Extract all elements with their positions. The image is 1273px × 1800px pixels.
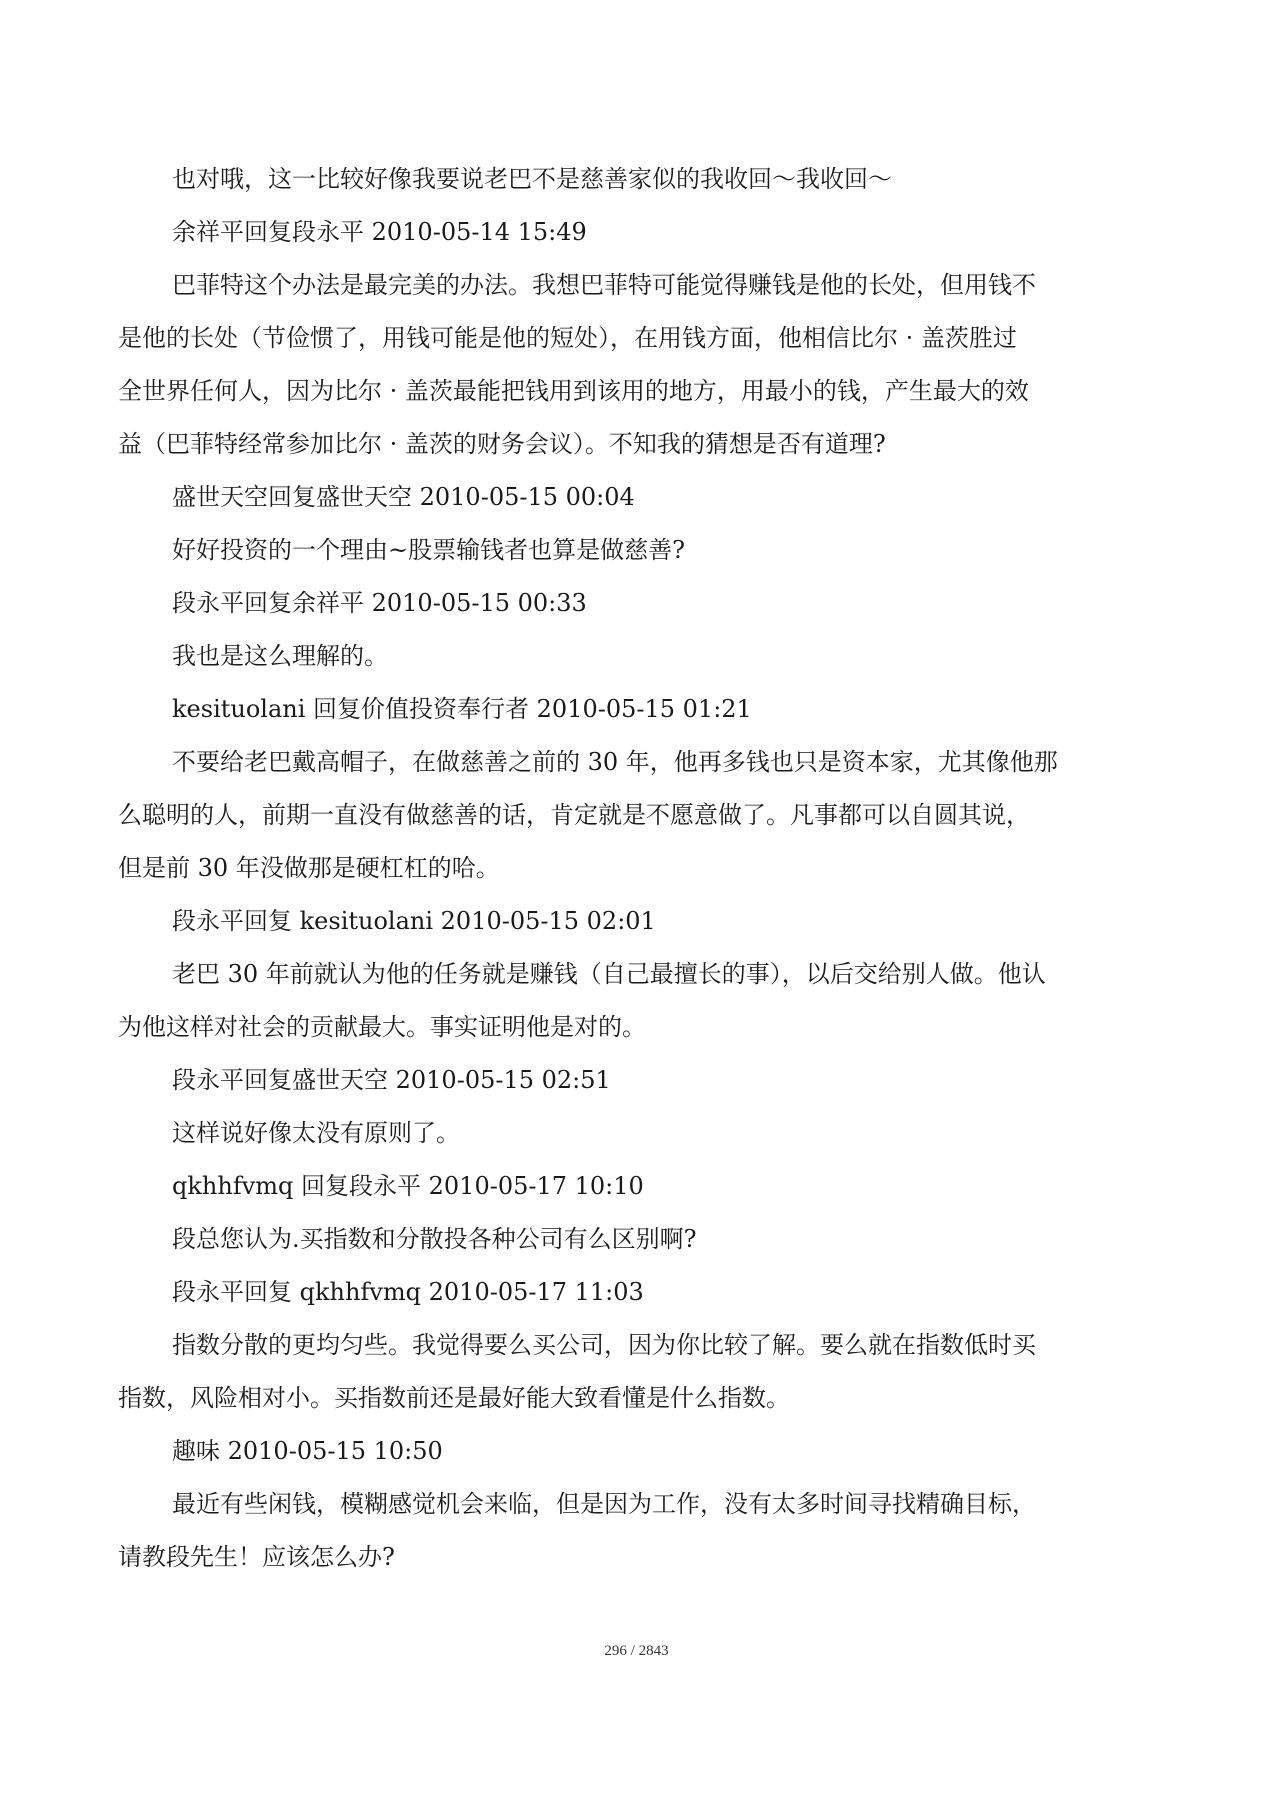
comment-paragraph: 我也是这么理解的。: [172, 642, 388, 670]
comment-paragraph: [118, 1488, 1158, 1573]
comment-paragraph: [118, 1329, 1158, 1414]
reply-header: 段永平回复余祥平 2010-05-15 00:33: [172, 589, 587, 617]
comment-paragraph: [118, 269, 1158, 460]
paragraph-line: 指数，风险相对小。买指数前还是最好能大致看懂是什么指数。: [118, 1384, 790, 1412]
paragraph-line: 益（巴菲特经常参加比尔 · 盖茨的财务会议）。不知我的猜想是否有道理?: [118, 430, 886, 458]
reply-header: 余祥平回复段永平 2010-05-14 15:49: [172, 218, 587, 246]
reply-header: 段永平回复 kesituolani 2010-05-15 02:01: [172, 907, 656, 935]
paragraph-line: 指数分散的更均匀些。我觉得要么买公司，因为你比较了解。要么就在指数低时买: [172, 1331, 1036, 1359]
reply-header: 段永平回复盛世天空 2010-05-15 02:51: [172, 1066, 611, 1094]
document-body: [118, 163, 1158, 1594]
paragraph-line: 最近有些闲钱，模糊感觉机会来临，但是因为工作，没有太多时间寻找精确目标，: [172, 1490, 1036, 1518]
paragraph-line: 么聪明的人，前期一直没有做慈善的话，肯定就是不愿意做了。凡事都可以自圆其说，: [118, 801, 1030, 829]
reply-header: qkhhfvmq 回复段永平 2010-05-17 10:10: [172, 1172, 644, 1200]
comment-paragraph: 好好投资的一个理由~股票输钱者也算是做慈善?: [172, 536, 685, 564]
reply-header: 盛世天空回复盛世天空 2010-05-15 00:04: [172, 483, 635, 511]
comment-paragraph: 段总您认为.买指数和分散投各种公司有么区别啊?: [172, 1225, 697, 1253]
paragraph-line: 请教段先生！应该怎么办?: [118, 1543, 395, 1571]
reply-header: kesituolani 回复价值投资奉行者 2010-05-15 01:21: [172, 695, 752, 723]
paragraph-line: 是他的长处（节俭惯了，用钱可能是他的短处），在用钱方面，他相信比尔 · 盖茨胜过: [118, 324, 1017, 352]
comment-paragraph: [118, 958, 1158, 1043]
comment-paragraph: 这样说好像太没有原则了。: [172, 1119, 460, 1147]
paragraph-line: 巴菲特这个办法是最完美的办法。我想巴菲特可能觉得赚钱是他的长处，但用钱不: [172, 271, 1036, 299]
paragraph-line: 但是前 30 年没做那是硬杠杠的哈。: [118, 854, 500, 882]
reply-header: 段永平回复 qkhhfvmq 2010-05-17 11:03: [172, 1278, 644, 1306]
comment-paragraph: [118, 746, 1158, 884]
paragraph-line: 为他这样对社会的贡献最大。事实证明他是对的。: [118, 1013, 646, 1041]
page-number: 296 / 2843: [604, 1643, 669, 1659]
reply-header: 趣味 2010-05-15 10:50: [172, 1437, 443, 1465]
paragraph-line: 老巴 30 年前就认为他的任务就是赚钱（自己最擅长的事），以后交给别人做。他认: [172, 960, 1046, 988]
paragraph-line: 全世界任何人，因为比尔 · 盖茨最能把钱用到该用的地方，用最小的钱，产生最大的效: [118, 377, 1029, 405]
comment-paragraph: 也对哦，这一比较好像我要说老巴不是慈善家似的我收回～我收回～: [172, 165, 892, 193]
paragraph-line: 不要给老巴戴高帽子，在做慈善之前的 30 年，他再多钱也只是资本家，尤其像他那: [172, 748, 1058, 776]
